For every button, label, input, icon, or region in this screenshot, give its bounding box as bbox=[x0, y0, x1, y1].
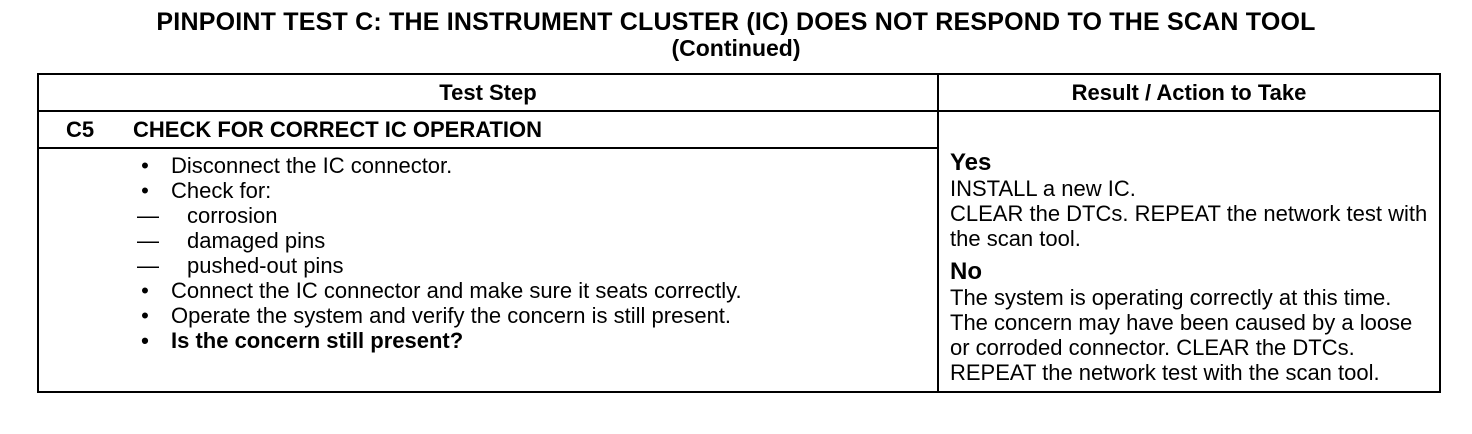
check-item-text: pushed-out pins bbox=[187, 253, 344, 278]
dash-icon: — bbox=[137, 228, 159, 253]
result-no-label: No bbox=[950, 258, 982, 285]
table-header-row bbox=[38, 74, 1440, 111]
step-text: Operate the system and verify the concern is still present. bbox=[171, 303, 732, 328]
step-heading-row bbox=[38, 111, 1440, 148]
step-id: C5 bbox=[65, 116, 95, 142]
list-item bbox=[141, 303, 937, 328]
result-no-text: The system is operating correctly at this time. The concern may have been caused by a loose or corroded connector. CLEAR the DTCs. REPEAT the network test with the scan tool. bbox=[950, 285, 1413, 385]
step-heading-inner bbox=[39, 112, 937, 147]
bullet-icon: • bbox=[141, 153, 149, 178]
check-sub-list bbox=[137, 203, 937, 278]
bullet-icon: • bbox=[141, 303, 149, 328]
step-text: Disconnect the IC connector. bbox=[171, 153, 453, 178]
list-item bbox=[141, 278, 937, 303]
result-cell bbox=[938, 111, 1440, 392]
check-item-text: corrosion bbox=[187, 203, 278, 228]
list-item bbox=[141, 153, 937, 178]
step-question: Is the concern still present? bbox=[171, 328, 464, 353]
sub-list-item bbox=[137, 253, 937, 278]
result-yes-text-1: INSTALL a new IC. bbox=[950, 176, 1136, 201]
page-title-block bbox=[0, 8, 1472, 60]
page-title: PINPOINT TEST C: THE INSTRUMENT CLUSTER (IC) DOES NOT RESPOND TO THE SCAN TOOL bbox=[156, 8, 1316, 36]
page-subtitle: (Continued) bbox=[671, 35, 801, 61]
step-heading-cell bbox=[38, 111, 938, 148]
result-yes-label: Yes bbox=[950, 149, 992, 176]
bullet-icon: • bbox=[141, 328, 149, 353]
dash-icon: — bbox=[137, 203, 159, 228]
step-text: Check for: bbox=[171, 178, 272, 203]
dash-icon: — bbox=[137, 253, 159, 278]
list-item bbox=[137, 178, 937, 278]
pinpoint-test-table bbox=[37, 73, 1441, 393]
step-text: Connect the IC connector and make sure it seats correctly. bbox=[171, 278, 742, 303]
step-title: CHECK FOR CORRECT IC OPERATION bbox=[133, 116, 543, 142]
sub-list-item bbox=[137, 228, 937, 253]
step-body-cell bbox=[38, 148, 938, 392]
steps-list bbox=[39, 153, 937, 353]
check-item-text: damaged pins bbox=[187, 228, 326, 253]
list-item bbox=[141, 328, 937, 353]
header-test-step: Test Step bbox=[38, 74, 938, 111]
bullet-icon: • bbox=[141, 178, 149, 203]
result-yes-text-2: CLEAR the DTCs. REPEAT the network test with the scan tool. bbox=[950, 201, 1428, 251]
bullet-icon: • bbox=[141, 278, 149, 303]
header-result-action: Result / Action to Take bbox=[938, 74, 1440, 111]
sub-list-item bbox=[137, 203, 937, 228]
